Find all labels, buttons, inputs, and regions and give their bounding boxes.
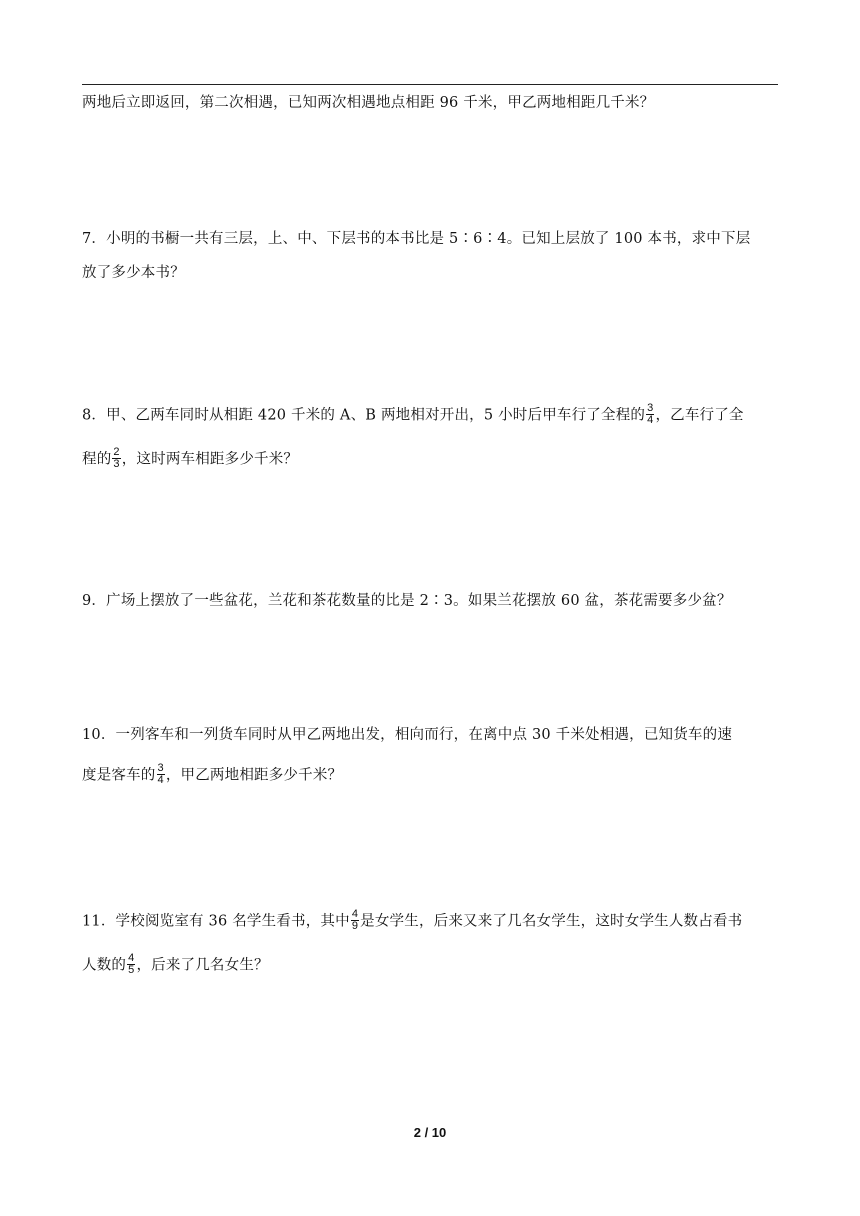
problem-10-text-a: 度是客车的 bbox=[82, 767, 156, 784]
problem-8-text-c: 程的 bbox=[82, 451, 112, 468]
page-number: 2 / 10 bbox=[413, 1125, 447, 1140]
problem-7-line-2: 放了多少本书？ bbox=[82, 265, 185, 281]
problem-10-line-2 bbox=[82, 764, 782, 787]
problem-9: 9．广场上摆放了一些盆花，兰花和茶花数量的比是 2∶3。如果兰花摆放 60 盆，茶花需要多少盆？ bbox=[82, 593, 732, 609]
problem-8-text-b: ，乙车行了全 bbox=[655, 407, 744, 424]
problem-11-text-b: 是女学生，后来又来了几名女学生，这时女学生人数占看书 bbox=[360, 913, 743, 930]
problem-11-text-c: 人数的 bbox=[82, 957, 127, 974]
problem-8-text-d: ，这时两车相距多少千米？ bbox=[121, 451, 299, 468]
problem-11-line-2 bbox=[82, 954, 782, 977]
problem-10-line-1: 10．一列客车和一列货车同时从甲乙两地出发，相向而行，在离中点 30 千米处相遇，已知货车的速 bbox=[82, 727, 733, 743]
fraction-three-quarters: $\frac{3}{4}$ bbox=[647, 402, 654, 426]
fraction-three-quarters: $\frac{3}{4}$ bbox=[157, 762, 164, 786]
problem-10-text-b: ，甲乙两地相距多少千米？ bbox=[165, 767, 343, 784]
fraction-four-ninths: $\frac{4}{9}$ bbox=[351, 908, 359, 932]
problem-6-continuation: 两地后立即返回，第二次相遇，已知两次相遇地点相距 96 千米，甲乙两地相距几千米？ bbox=[82, 95, 655, 111]
problem-11-text-a: 11．学校阅览室有 36 名学生看书，其中 bbox=[82, 913, 350, 930]
problem-8-text-a: 8．甲、乙两车同时从相距 420 千米的 A、B 两地相对开出，5 小时后甲车行了全程的 bbox=[82, 407, 646, 424]
fraction-four-fifths: $\frac{4}{5}$ bbox=[128, 952, 135, 976]
problem-8-line-2 bbox=[82, 448, 782, 471]
header-rule bbox=[82, 84, 778, 85]
problem-11-text-d: ，后来了几名女生？ bbox=[136, 957, 269, 974]
problem-11-line-1 bbox=[82, 910, 782, 933]
fraction-two-thirds: $\frac{2}{3}$ bbox=[113, 446, 120, 470]
problem-8-line-1 bbox=[82, 404, 782, 427]
problem-7-line-1: 7．小明的书橱一共有三层，上、中、下层书的本书比是 5∶6∶4。已知上层放了 100 本书，求中下层 bbox=[82, 231, 751, 247]
